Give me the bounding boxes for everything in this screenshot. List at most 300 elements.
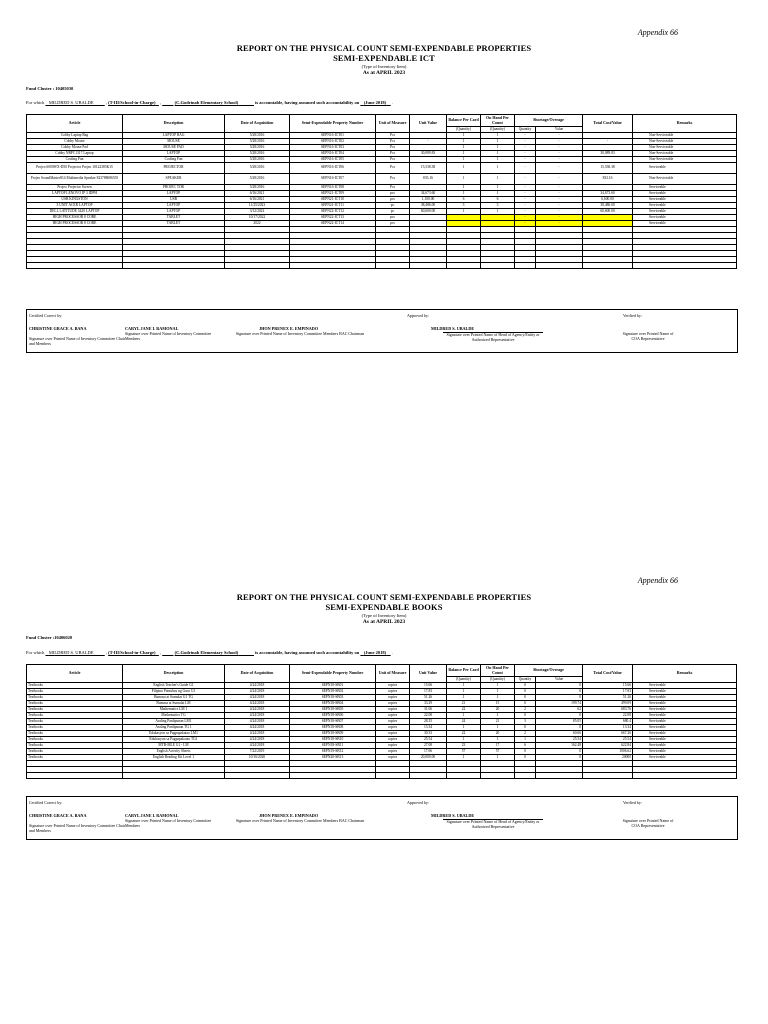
empty-cell: [225, 263, 290, 269]
cell-short-value: -: [536, 209, 583, 215]
cell-balance-qty: 57: [447, 749, 481, 755]
cell-total: 6,600.00: [583, 197, 633, 203]
col-property-number: Semi-Expendable Property Number: [290, 115, 376, 133]
cell-unit-value: 15,538.38: [410, 163, 447, 174]
cell-total: 15.66: [583, 683, 633, 689]
subcol-balance-qty: (Quantity): [447, 127, 481, 133]
cell-short-qty: 0: [515, 683, 536, 689]
cell-date: 5/28/2016: [225, 174, 290, 185]
verified-label: Verified by:: [623, 800, 642, 805]
cell-balance-qty: 1: [447, 713, 481, 719]
cell-unit: Pcs: [376, 133, 410, 139]
cell-unit: pcs: [376, 191, 410, 197]
cell-onhand-qty: 1: [481, 695, 515, 701]
cell-property-number: SEPN16-ICT07: [290, 174, 376, 185]
col-unit-value: Unit Value: [410, 665, 447, 683]
table-row: [27, 163, 737, 174]
empty-cell: [123, 263, 225, 269]
col-total: Total Cost/Value: [583, 115, 633, 133]
cell-unit-value: 17.83: [410, 689, 447, 695]
cell-article: Textbooks: [27, 689, 123, 695]
cell-remarks: Serviceable: [633, 701, 737, 707]
cell-unit: copies: [376, 695, 410, 701]
cell-date: 5/28/2016: [225, 145, 290, 151]
cell-remarks: Serviceable: [633, 185, 737, 191]
cell-article: 3 UNIT ACER LAPTOP: [27, 203, 123, 209]
cell-unit-value: 60,600.00: [410, 209, 447, 215]
cell-short-value: 0: [536, 755, 583, 761]
cell-date: 3/12/2022: [225, 209, 290, 215]
cell-balance-qty: 1: [447, 139, 481, 145]
col-unit: Unit of Measure: [376, 665, 410, 683]
cell-short-qty: 1: [515, 737, 536, 743]
cell-short-value: -: [536, 145, 583, 151]
cell-short-qty: -: [515, 185, 536, 191]
cell-property-number: SEPN22-ICT13: [290, 215, 376, 221]
cell-article: Cobby Mouse Pad: [27, 145, 123, 151]
empty-cell: [410, 263, 447, 269]
cell-short-value: -: [536, 151, 583, 157]
cell-remarks: Non-Serviceable: [633, 139, 737, 145]
cell-unit-value: 13.34: [410, 725, 447, 731]
cell-short-qty: -: [515, 139, 536, 145]
cell-unit-value: 25.54: [410, 737, 447, 743]
cell-description: English Teacher's Guide G1: [123, 683, 225, 689]
cell-unit: copies: [376, 719, 410, 725]
report-subtitle: SEMI-EXPENDABLE BOOKS: [325, 602, 443, 612]
cell-article: Textbooks: [27, 719, 123, 725]
cell-description: Araling Panlipunan TG 1: [123, 725, 225, 731]
inventory-table: [26, 114, 737, 269]
as-at-date: As at APRIL 2023: [362, 619, 406, 625]
cell-remarks: Non-Serviceable: [633, 145, 737, 151]
empty-cell: [481, 263, 515, 269]
cell-total: 622.84: [583, 743, 633, 749]
col-balance: Balance Per Card: [447, 665, 481, 677]
cell-unit: copies: [376, 701, 410, 707]
cell-remarks: Non-Serviceable: [633, 157, 737, 163]
cell-total: 683.76: [583, 707, 633, 713]
cell-short-value: 85.05: [536, 719, 583, 725]
cell-short-value: 0: [536, 725, 583, 731]
cell-onhand-qty: 20: [481, 707, 515, 713]
col-shortage: Shortage/Overage: [515, 115, 583, 127]
cell-remarks: Serviceable: [633, 743, 737, 749]
accountability-line: For which MILDRED S. UBALDE , (T-III/School-in-Charge) , (C.Godrinab Elementary School) is accountable, having assumed such accountability on (June 2018) .: [26, 100, 393, 105]
cell-unit-value: 22.08: [410, 713, 447, 719]
cell-date: 4/24/2018: [225, 719, 290, 725]
for-which-label: For which: [26, 100, 45, 105]
cell-property-number: SEPN16-ICT08: [290, 185, 376, 191]
cell-short-value: -: [536, 191, 583, 197]
cell-onhand-qty: 1: [481, 157, 515, 163]
bac-chairman-name: JHON PRENEX E. EMPINADO: [259, 326, 319, 331]
cell-unit: pcs: [376, 221, 410, 227]
cell-short-value: 25.54: [536, 737, 583, 743]
cell-balance-qty: 1: [447, 191, 481, 197]
appendix-label: Appendix 66: [637, 28, 678, 37]
cell-unit: copies: [376, 725, 410, 731]
cell-short-qty: -: [515, 174, 536, 185]
cell-article: Textbooks: [27, 695, 123, 701]
cell-unit-value: 33.29: [410, 701, 447, 707]
cell-article: Textbooks: [27, 701, 123, 707]
cell-short-qty: -: [515, 157, 536, 163]
cell-onhand-qty: 1: [481, 133, 515, 139]
cell-description: Mathematics LM 1: [123, 707, 225, 713]
cell-property-number: SEPN16-ICT02: [290, 139, 376, 145]
cell-unit: copies: [376, 755, 410, 761]
cell-short-qty: -: [515, 191, 536, 197]
cell-unit-value: 833.16: [410, 174, 447, 185]
cell-balance-qty: 1: [447, 185, 481, 191]
cell-article: Textbooks: [27, 707, 123, 713]
cell-unit-value: 20,000.00: [410, 755, 447, 761]
cell-date: 6/16/2021: [225, 191, 290, 197]
cell-short-qty: 0: [515, 689, 536, 695]
cell-property-number: SEPN21-ICT10: [290, 197, 376, 203]
cell-date: 4/24/2018: [225, 743, 290, 749]
blank-row: [27, 263, 737, 269]
cell-property-number: SEPN16-ICT06: [290, 163, 376, 174]
cell-date: 5/28/2016: [225, 185, 290, 191]
fund-cluster: Fund Cluster : 10405030: [26, 86, 74, 91]
cell-date: 5/28/2016: [225, 163, 290, 174]
report-title: REPORT ON THE PHYSICAL COUNT SEMI-EXPENDABLE PROPERTIES: [236, 43, 532, 53]
report-subtitle: SEMI-EXPENDABLE ICT: [333, 53, 435, 63]
cell-short-value: -: [536, 221, 583, 227]
cell-description: English Reading Kit Level 1: [123, 755, 225, 761]
signature-block: [26, 796, 738, 840]
cell-description: TABLET: [123, 221, 225, 227]
cell-total: 15,538.38: [583, 163, 633, 174]
committee-chair-name: CHRISTINE GRACE A. BANA: [29, 326, 87, 331]
cell-remarks: Serviceable: [633, 197, 737, 203]
cell-unit: copies: [376, 731, 410, 737]
cell-property-number: SEPN18-SB07: [290, 719, 376, 725]
cell-total: 22.08: [583, 713, 633, 719]
cell-balance-qty: 23: [447, 743, 481, 749]
caption-chair: Signature over Printed Name of Inventory Committee Chair and Members: [29, 336, 126, 346]
cell-onhand-qty: 1: [481, 737, 515, 743]
cell-date: 4/24/2018: [225, 725, 290, 731]
report-title: REPORT ON THE PHYSICAL COUNT SEMI-EXPENDABLE PROPERTIES: [236, 592, 532, 602]
cell-unit-value: 34,673.60: [410, 191, 447, 197]
empty-cell: [536, 773, 583, 779]
empty-cell: [515, 263, 536, 269]
col-unit-value: Unit Value: [410, 115, 447, 133]
cell-date: 10/17/2022: [225, 215, 290, 221]
cell-balance-qty: 22: [447, 707, 481, 713]
col-unit: Unit of Measure: [376, 115, 410, 133]
cell-onhand-qty: 57: [481, 749, 515, 755]
cell-date: 4/24/2018: [225, 689, 290, 695]
cell-short-qty: 2: [515, 731, 536, 737]
cell-short-qty: 0: [515, 695, 536, 701]
cell-short-value: -: [536, 185, 583, 191]
cell-date: 2022: [225, 221, 290, 227]
cell-remarks: Serviceable: [633, 719, 737, 725]
cell-unit: pcs: [376, 215, 410, 221]
cell-article: Textbooks: [27, 737, 123, 743]
cell-remarks: Serviceable: [633, 683, 737, 689]
empty-cell: [123, 773, 225, 779]
cell-date: 11/25/2023: [225, 203, 290, 209]
cell-balance-qty: 6: [447, 197, 481, 203]
cell-short-qty: 6: [515, 701, 536, 707]
subcol-balance-qty: (Quantity): [447, 677, 481, 683]
cell-description: Araling Panlipunan LM1: [123, 719, 225, 725]
cell-remarks: Serviceable: [633, 203, 737, 209]
accountability-date: (June 2018): [363, 650, 387, 655]
cell-balance-qty: 21: [447, 701, 481, 707]
cell-balance-qty: 1: [447, 755, 481, 761]
cell-property-number: SEPN19-SB12: [290, 749, 376, 755]
cell-onhand-qty: 1: [481, 174, 515, 185]
cell-short-qty: 6: [515, 743, 536, 749]
approved-label: Approved by:: [407, 800, 430, 805]
accountable-officer: MILDRED S. UBALDE: [48, 650, 94, 655]
cell-total: 60,600.00: [583, 209, 633, 215]
cell-description: Cooling Fan: [123, 157, 225, 163]
cell-onhand-qty: 3: [481, 203, 515, 209]
col-description: Description: [123, 665, 225, 683]
cell-short-qty: -: [515, 163, 536, 174]
cell-article: Cobby NBPC1317 Laptop: [27, 151, 123, 157]
cell-unit: copies: [376, 689, 410, 695]
cell-unit: pc: [376, 209, 410, 215]
cell-description: LAPTOP: [123, 203, 225, 209]
cell-total: 51.26: [583, 695, 633, 701]
cell-date: 4/24/2018: [225, 707, 290, 713]
cell-property-number: SEPN16-ICT04: [290, 151, 376, 157]
empty-cell: [376, 773, 410, 779]
cell-balance-qty: 24: [447, 719, 481, 725]
col-on-hand: On Hand Per Count: [481, 115, 515, 127]
accountability-line: For which MILDRED S. UBALDE , (T-III/School-in-Charge) , (C.Godrinab Elementary School) is accountable, having assumed such accountability on (June 2018) .: [26, 650, 393, 655]
subcol-short-qty: Quantity: [515, 127, 536, 133]
col-shortage: Shortage/Overage: [515, 665, 583, 677]
cell-unit: Pcs: [376, 174, 410, 185]
cell-unit: copies: [376, 743, 410, 749]
cell-total: 30,089.83: [583, 151, 633, 157]
cell-description: English Activity Sheets: [123, 749, 225, 755]
fund-cluster: Fund Cluster :10406020: [26, 635, 73, 640]
cell-short-value: -: [536, 157, 583, 163]
cell-description: PROJEC TOR: [123, 185, 225, 191]
caption-head: Signature over Printed Name of Head of Agency/Entity or Authorized Representative: [443, 819, 543, 830]
cell-description: Bumasa at Sumulat LM: [123, 701, 225, 707]
officer-position: (T-III/School-in-Charge): [108, 100, 156, 105]
cell-remarks: Serviceable: [633, 163, 737, 174]
caption-coa: Signature over Printed Name of COA Representative: [622, 331, 674, 341]
committee-chair-name: CHRISTINE GRACE A. BANA: [29, 813, 87, 818]
subcol-short-value: Value: [536, 127, 583, 133]
accountable-officer: MILDRED S. UBALDE: [48, 100, 94, 105]
cell-date: 4/24/2018: [225, 713, 290, 719]
cell-article: Textbooks: [27, 743, 123, 749]
cell-unit: copies: [376, 737, 410, 743]
cell-onhand-qty: 21: [481, 719, 515, 725]
head-of-agency-name: MILDRED S. UBALDE: [431, 326, 475, 331]
cell-property-number: SEPN16-ICT05: [290, 157, 376, 163]
cell-property-number: SEPN18-SB08: [290, 725, 376, 731]
cell-total: 499.09: [583, 701, 633, 707]
cell-unit: Pcs: [376, 151, 410, 157]
cell-balance-qty: 1: [447, 145, 481, 151]
caption-members: Signature over Printed Name of Inventory Committee Members: [125, 818, 212, 828]
caption-members: Signature over Printed Name of Inventory Committee Members: [125, 331, 212, 341]
col-balance: Balance Per Card: [447, 115, 481, 127]
cell-article: Cobby Laptop Bag: [27, 133, 123, 139]
caption-bac: Signature over Printed Name of Inventory Committee Members BAC Chairman: [235, 818, 365, 823]
empty-cell: [410, 773, 447, 779]
cell-date: 4/24/2018: [225, 695, 290, 701]
type-note: (Type of Inventory Item): [361, 613, 407, 618]
type-note: (Type of Inventory Item): [361, 64, 407, 69]
cell-date: 5/28/2016: [225, 139, 290, 145]
appendix-label: Appendix 66: [637, 576, 678, 585]
officer-position: (T-III/School-in-Charge): [108, 650, 156, 655]
empty-cell: [515, 773, 536, 779]
caption-coa: Signature over Printed Name of COA Representative: [622, 818, 674, 828]
certified-label: Certified Correct by:: [29, 800, 63, 805]
cell-unit-value: 30,089.83: [410, 151, 447, 157]
cell-short-value: 199.74: [536, 701, 583, 707]
cell-short-qty: 0: [515, 725, 536, 731]
cell-short-qty: -: [515, 133, 536, 139]
cell-description: Edukasyon sa Pagpapakatao LM1: [123, 731, 225, 737]
cell-description: Filipino Patnubay ng Guro G1: [123, 689, 225, 695]
cell-remarks: Serviceable: [633, 725, 737, 731]
cell-balance-qty: 3: [447, 203, 481, 209]
cell-article: Projeo SoundMaster814 Multimedia Speaker 823788686535: [27, 174, 123, 185]
table-row: [27, 174, 737, 185]
empty-cell: [376, 263, 410, 269]
empty-cell: [481, 773, 515, 779]
cell-onhand-qty: 1: [481, 185, 515, 191]
cell-onhand-qty: 1: [481, 139, 515, 145]
cell-article: HIGH PROCESSOR 8 CORE: [27, 215, 123, 221]
for-which-label: For which: [26, 650, 45, 655]
cell-date: 5/28/2016: [225, 151, 290, 157]
subcol-short-value: Value: [536, 677, 583, 683]
cell-onhand-qty: 6: [481, 197, 515, 203]
cell-short-value: -: [536, 133, 583, 139]
caption-bac: Signature over Printed Name of Inventory Committee Members BAC Chairman: [235, 331, 365, 336]
cell-property-number: SEPN18-SB04: [290, 701, 376, 707]
cell-remarks: Serviceable: [633, 707, 737, 713]
cell-onhand-qty: 1: [481, 683, 515, 689]
cell-article: Textbooks: [27, 683, 123, 689]
cell-balance-qty: 22: [447, 731, 481, 737]
cell-total: 680.4: [583, 719, 633, 725]
verified-label: Verified by:: [623, 313, 642, 318]
cell-unit: Pcs: [376, 163, 410, 174]
cell-article: Textbooks: [27, 749, 123, 755]
signature-block: [26, 309, 738, 353]
cell-onhand-qty: 1: [481, 151, 515, 157]
cell-balance-qty: 1: [447, 683, 481, 689]
cell-article: Cooling Fan: [27, 157, 123, 163]
cell-short-qty: 0: [515, 713, 536, 719]
cell-article: Cobby Mouse: [27, 139, 123, 145]
cell-remarks: Serviceable: [633, 755, 737, 761]
cell-unit: copies: [376, 707, 410, 713]
cell-short-qty: -: [515, 203, 536, 209]
cell-property-number: SEPN18-SB01: [290, 683, 376, 689]
cell-onhand-qty: 1: [481, 689, 515, 695]
cell-short-qty: -: [515, 197, 536, 203]
cell-article: USB KINGSTON: [27, 197, 123, 203]
cell-short-value: 162.48: [536, 743, 583, 749]
cell-unit-value: 31.06: [410, 707, 447, 713]
cell-balance-qty: 1: [447, 689, 481, 695]
cell-total: 13.34: [583, 725, 633, 731]
cell-onhand-qty: 1: [481, 713, 515, 719]
cell-short-value: 0: [536, 713, 583, 719]
cell-onhand-qty: 1: [481, 191, 515, 197]
school-name: (C.Godrinab Elementary School): [174, 650, 239, 655]
cell-balance-qty: 1: [447, 133, 481, 139]
cell-date: 7/22/2019: [225, 749, 290, 755]
cell-property-number: SEPN18-SB11: [290, 743, 376, 749]
cell-unit-value: 28.35: [410, 719, 447, 725]
cell-unit: copies: [376, 713, 410, 719]
cell-unit-value: 27.08: [410, 743, 447, 749]
empty-cell: [583, 263, 633, 269]
cell-remarks: Serviceable: [633, 209, 737, 215]
cell-date: 5/28/2016: [225, 133, 290, 139]
certified-label: Certified Correct by:: [29, 313, 63, 318]
col-total: Total Cost/Value: [583, 665, 633, 683]
cell-short-value: 0: [536, 695, 583, 701]
cell-balance-qty: 1: [447, 209, 481, 215]
cell-description: PROJECTOR: [123, 163, 225, 174]
cell-total: 833.16: [583, 174, 633, 185]
cell-unit: pc: [376, 203, 410, 209]
cell-short-qty: 2: [515, 707, 536, 713]
cell-unit-value: 30.33: [410, 731, 447, 737]
empty-cell: [447, 773, 481, 779]
subcol-short-qty: Quantity: [515, 677, 536, 683]
cell-article: LAPTOP LENOVO IP 3 IDPH: [27, 191, 123, 197]
accountability-date: (June 2018): [363, 100, 387, 105]
cell-total: 34,673.60: [583, 191, 633, 197]
cell-description: USB: [123, 197, 225, 203]
caption-head: Signature over Printed Name of Head of Agency/Entity or Authorized Representative: [443, 332, 543, 343]
cell-remarks: Serviceable: [633, 191, 737, 197]
cell-property-number: SEPN21-ICT11: [290, 203, 376, 209]
cell-short-value: -: [536, 215, 583, 221]
cell-balance-qty: 1: [447, 151, 481, 157]
cell-short-qty: -: [515, 145, 536, 151]
cell-unit-value: 38,486.00: [410, 203, 447, 209]
approved-label: Approved by:: [407, 313, 430, 318]
cell-property-number: SEPN21-ICT09: [290, 191, 376, 197]
empty-cell: [27, 773, 123, 779]
cell-description: Edukasyon sa Pagpapakatao TG1: [123, 737, 225, 743]
cell-remarks: Serviceable: [633, 737, 737, 743]
cell-short-value: 62: [536, 707, 583, 713]
cell-date: 6/16/2021: [225, 197, 290, 203]
cell-onhand-qty: 1: [481, 163, 515, 174]
cell-date: 4/24/2018: [225, 731, 290, 737]
cell-onhand-qty: 1: [481, 145, 515, 151]
cell-short-qty: -: [515, 215, 536, 221]
cell-property-number: SEPN18-SB05: [290, 707, 376, 713]
empty-cell: [633, 773, 737, 779]
